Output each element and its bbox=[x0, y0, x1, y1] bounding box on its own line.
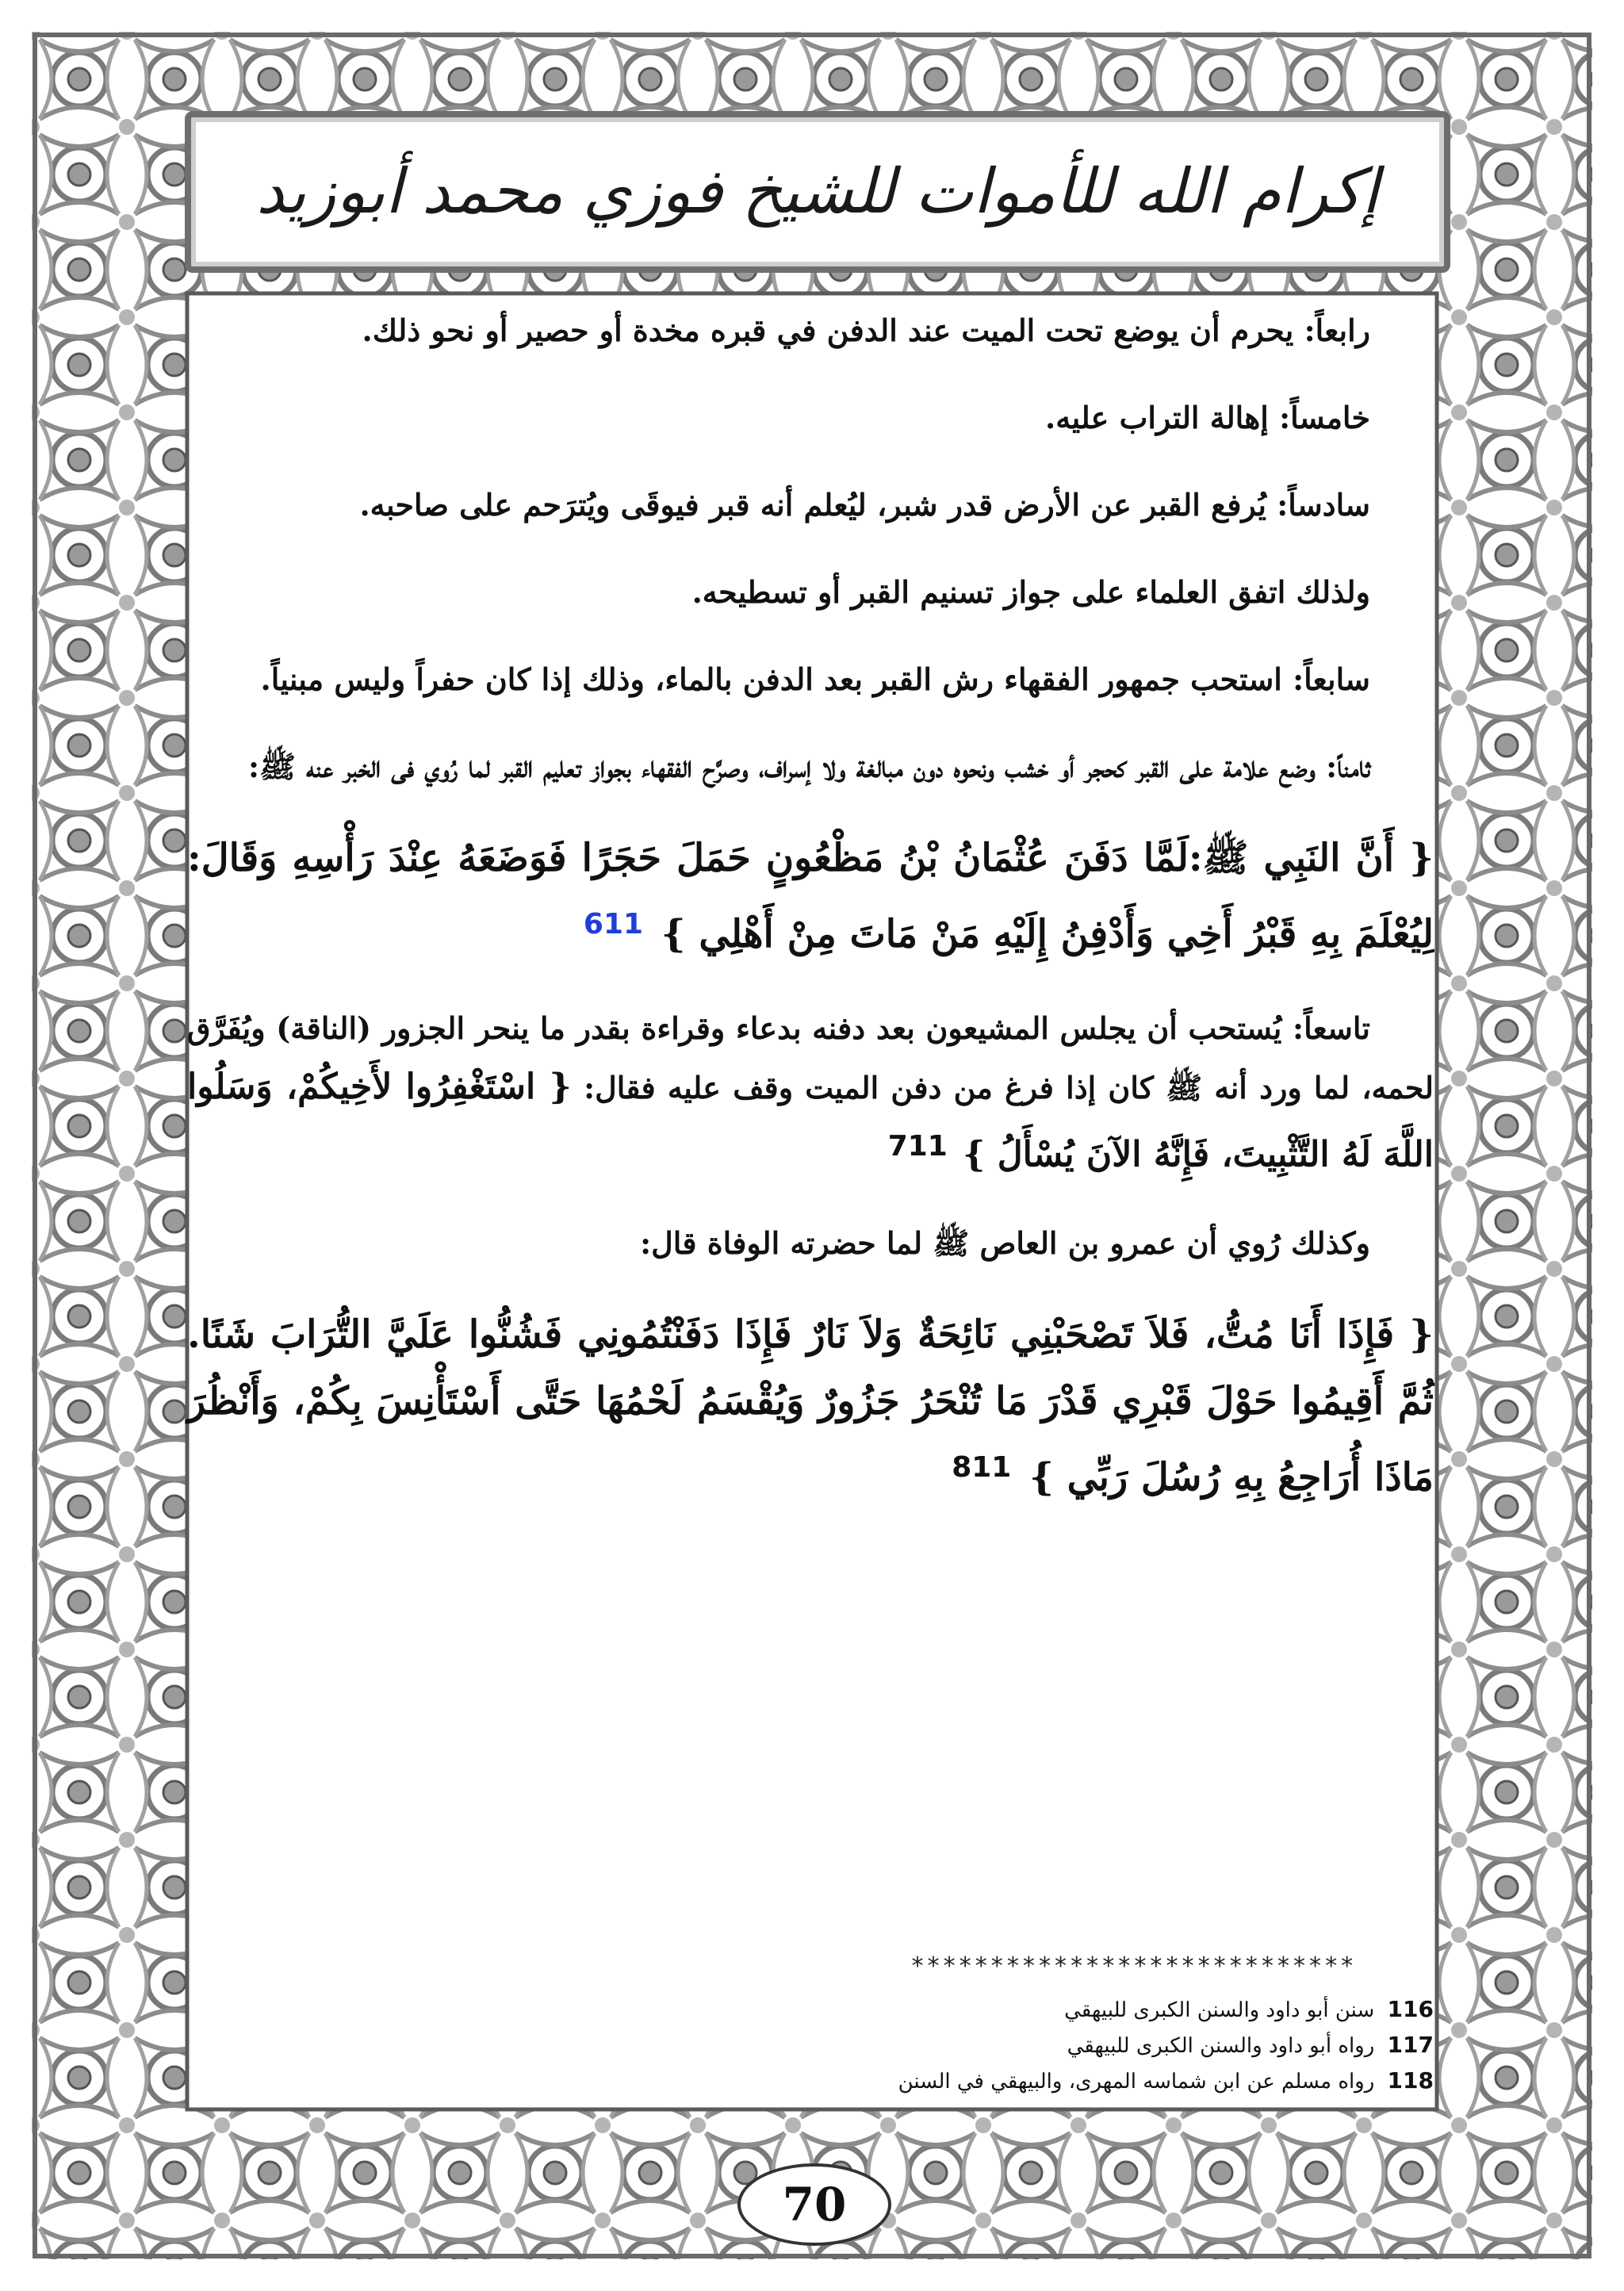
footnote-item bbox=[841, 1992, 1434, 2028]
paragraph-amr: وكذلك رُوي أن عمرو بن العاص ﷺ لما حضرته الوفاة قال: bbox=[640, 1224, 1370, 1261]
hadith-1-text: { أَنَّ النَبِي ﷺ:لَمَّا دَفَنَ عُثْمَانُ بْنُ مَظْعُونٍ حَمَلَ حَجَرًا فَوَضَعَهُ عِنْدَ رَأْسِهِ وَقَالَ: لِيُعْلَمَ بِهِ قَبْرُ أَخِي وَأَدْفِنُ إِلَيْهِ مَنْ مَاتَ مِنْ أَهْلِي } bbox=[187, 836, 1434, 956]
page-number-badge bbox=[737, 2163, 891, 2246]
paragraph-fourth: رابعاً: يحرم أن يوضع تحت الميت عند الدفن في قبره مخدة أو حصير أو نحو ذلك. bbox=[362, 312, 1370, 348]
footnote-ref-3[interactable]: 811 bbox=[952, 1450, 1012, 1484]
footnote-separator: **************************** bbox=[910, 1952, 1356, 1980]
page-number: 70 bbox=[782, 2178, 847, 2232]
footnote-text: سنن أبو داود والسنن الكبرى للبيهقي bbox=[1064, 1998, 1375, 2022]
paragraph-eighth: ثامناً: وضع علامة على القبر كحجر أو خشب ونحوه دون مبالغة ولا إسراف، وصرَّح الفقهاء بجواز تعليم القبر لما رُوي فى الخبر عنه ﷺ: bbox=[247, 749, 1370, 784]
paragraph-fifth: خامساً: إهالة التراب عليه. bbox=[1045, 400, 1370, 435]
footnotes bbox=[841, 1992, 1434, 2099]
hadith-quote-3 bbox=[187, 1301, 1434, 1511]
footnote-ref-1[interactable]: 611 bbox=[583, 908, 644, 941]
footnote-number: 117 bbox=[1387, 2032, 1434, 2058]
paragraph-ninth bbox=[187, 999, 1434, 1186]
paragraph-consensus: ولذلك اتفق العلماء على جواز تسنيم القبر أو تسطيحه. bbox=[691, 574, 1370, 610]
hadith-quote-2: { اسْتَغْفِرُوا لأَخِيكُمْ، وَسَلُوا اللَّهَ لَهُ التَّثْبِيتَ، فَإِنَّهُ الآنَ يُسْأَلُ } bbox=[187, 1067, 1434, 1175]
footnote-number: 118 bbox=[1387, 2067, 1434, 2094]
hadith-3-text: { فَإِذَا أَنَا مُتُّ، فَلاَ تَصْحَبْنِي نَائِحَةٌ وَلاَ نَارٌ فَإِذَا دَفَنْتُمُونِي فَشُنُّوا عَلَيَّ التُّرَابَ شَنًا. ثُمَّ أَقِيمُوا حَوْلَ قَبْرِي قَدْرَ مَا تُنْحَرُ جَزُورٌ وَيُقْسَمُ لَحْمُهَا حَتَّى أَسْتَأْنِسَ بِكُمْ، وَأَنْظُرَ مَاذَا أُرَاجِعُ بِهِ رُسُلَ رَبِّي } bbox=[187, 1312, 1434, 1500]
page-title: إكرام الله للأموات للشيخ فوزي محمد أبوزيد bbox=[256, 156, 1379, 228]
footnote-item bbox=[841, 2063, 1434, 2099]
footnote-ref-2[interactable]: 711 bbox=[887, 1130, 948, 1163]
footnote-text: رواه مسلم عن ابن شماسه المهرى، والبيهقي في السنن bbox=[898, 2070, 1375, 2094]
hadith-quote-1 bbox=[187, 825, 1434, 967]
footnote-item bbox=[841, 2028, 1434, 2063]
footnote-number: 116 bbox=[1387, 1996, 1434, 2022]
main-content bbox=[187, 301, 1434, 2054]
paragraph-ninth-text: تاسعاً: يُستحب أن يجلس المشيعون بعد دفنه بدعاء وقراءة بقدر ما ينحر الجزور (الناقة) ويُفَرَّق لحمه، لما ورد أنه ﷺ كان إذا فرغ من دفن الميت وقف عليه فقال: bbox=[187, 1010, 1434, 1105]
title-banner bbox=[185, 111, 1450, 273]
paragraph-seventh: سابعاً: استحب جمهور الفقهاء رش القبر بعد الدفن بالماء، وذلك إذا كان حفراً وليس مبنياً. bbox=[260, 661, 1370, 697]
footnote-text: رواه أبو داود والسنن الكبرى للبيهقي bbox=[1067, 2034, 1375, 2058]
paragraph-sixth: سادساً: يُرفع القبر عن الأرض قدر شبر، ليُعلم أنه قبر فيوقَى ويُترَحم على صاحبه. bbox=[359, 487, 1370, 523]
